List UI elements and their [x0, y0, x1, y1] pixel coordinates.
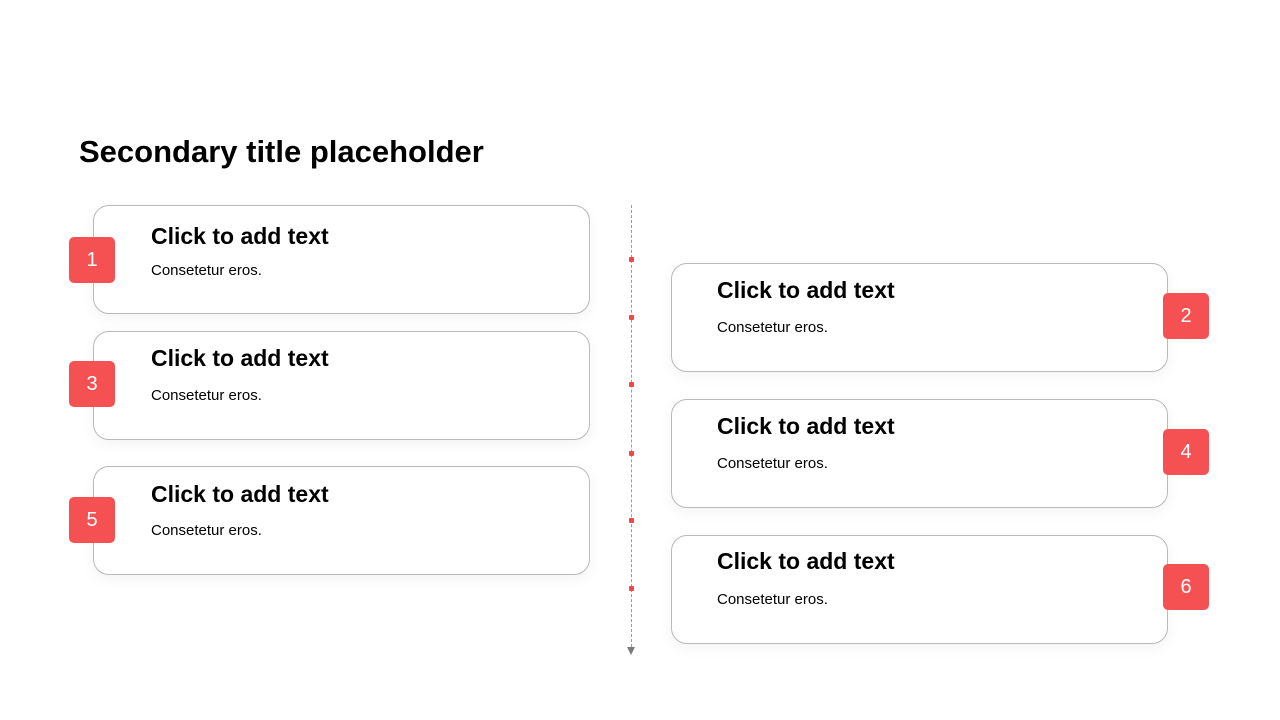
- timeline-dot: [629, 382, 634, 387]
- timeline-dot: [629, 315, 634, 320]
- step-text[interactable]: Consetetur eros.: [151, 262, 262, 279]
- step-heading[interactable]: Click to add text: [151, 345, 329, 371]
- step-heading[interactable]: Click to add text: [717, 277, 895, 303]
- step-text[interactable]: Consetetur eros.: [717, 455, 828, 472]
- slide-title[interactable]: Secondary title placeholder: [79, 134, 484, 169]
- step-number-badge: 2: [1163, 293, 1209, 339]
- step-heading[interactable]: Click to add text: [717, 548, 895, 574]
- timeline-dot: [629, 518, 634, 523]
- step-text[interactable]: Consetetur eros.: [717, 591, 828, 608]
- timeline-dot: [629, 451, 634, 456]
- step-number-badge: 6: [1163, 564, 1209, 610]
- step-number-badge: 1: [69, 237, 115, 283]
- step-heading[interactable]: Click to add text: [717, 413, 895, 439]
- step-heading[interactable]: Click to add text: [151, 223, 329, 249]
- step-number-badge: 4: [1163, 429, 1209, 475]
- step-heading[interactable]: Click to add text: [151, 481, 329, 507]
- timeline-arrow-icon: [627, 647, 635, 655]
- timeline-line: [631, 205, 632, 647]
- timeline-dot: [629, 586, 634, 591]
- step-text[interactable]: Consetetur eros.: [151, 522, 262, 539]
- step-number-badge: 3: [69, 361, 115, 407]
- timeline-dot: [629, 257, 634, 262]
- step-number-badge: 5: [69, 497, 115, 543]
- step-text[interactable]: Consetetur eros.: [151, 387, 262, 404]
- step-text[interactable]: Consetetur eros.: [717, 319, 828, 336]
